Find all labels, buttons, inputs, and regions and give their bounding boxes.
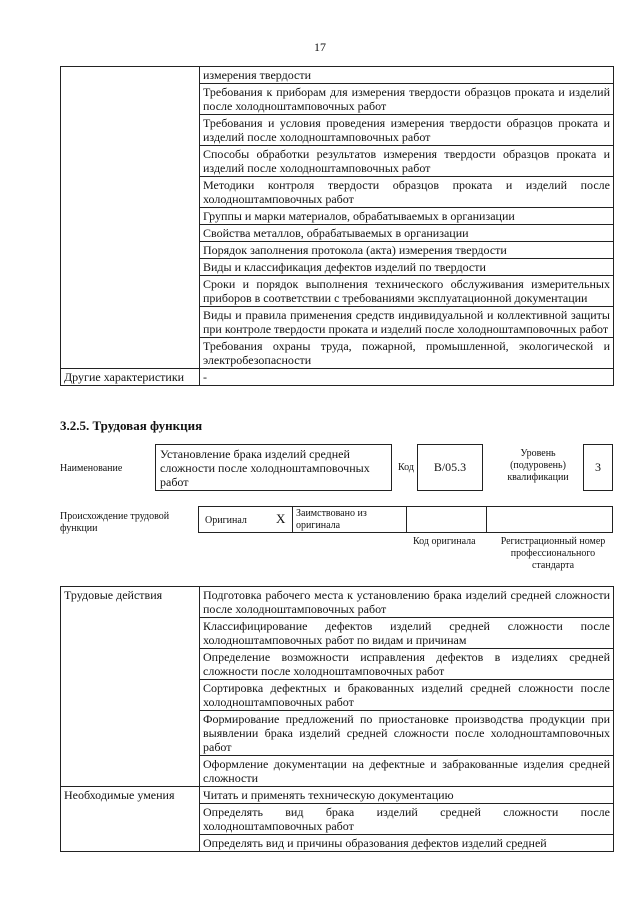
row-value: Порядок заполнения протокола (акта) измерения твердости [200,242,614,259]
row-value: - [200,369,614,386]
origin-divider [486,506,487,533]
origin-label: Происхождение трудовой функции [60,511,170,534]
row-value: Способы обработки результатов измерения твердости образцов проката и изделий после холодноштамповочных работ [200,146,614,177]
name-label: Наименование [60,463,123,474]
table-row [61,587,614,618]
table-row [61,787,614,804]
row-value: Требования охраны труда, пожарной, промышленной, экологической и электробезопасности [200,338,614,369]
row-value: Требования и условия проведения измерения твердости образцов проката и изделий после холодноштамповочных работ [200,115,614,146]
row-value: Виды и классификация дефектов изделий по твердости [200,259,614,276]
row-value: Свойства металлов, обрабатываемых в организации [200,225,614,242]
name-value-box [155,444,392,491]
row-value: Читать и применять техническую документацию [200,787,614,804]
level-label: Уровень (подуровень) квалификации [507,448,569,483]
row-value: Подготовка рабочего места к установлению брака изделий средней сложности после холодноштамповочных работ [200,587,614,618]
row-label: Необходимые умения [61,787,200,852]
table-row [61,67,614,84]
page-number: 17 [314,40,326,54]
code-label: Код [398,462,414,473]
section-title: 3.2.5. Трудовая функция [60,418,203,433]
row-value: Группы и марки материалов, обрабатываемых в организации [200,208,614,225]
row-value: Определять вид брака изделий средней сложности после холодноштамповочных работ [200,804,614,835]
level-value: 3 [595,460,601,474]
original-mark: X [276,511,286,526]
code-value-box [417,444,483,491]
table-row [61,369,614,386]
original-label: Оригинал [205,515,247,526]
row-value: Классифицирование дефектов изделий средней сложности после холодноштамповочных работ по видам и причинам [200,618,614,649]
name-value: Установление брака изделий средней сложности после холодноштамповочных работ [160,447,370,489]
row-value: Сроки и порядок выполнения технического обслуживания измерительных приборов в соответствии с требованиями эксплуатационной документации [200,276,614,307]
level-value-box [583,444,613,491]
row-value: Требования к приборам для измерения твердости образцов проката и изделий после холодноштамповочных работ [200,84,614,115]
row-label [61,67,200,369]
row-label: Другие характеристики [61,369,200,386]
row-value: Методики контроля твердости образцов проката и изделий после холодноштамповочных работ [200,177,614,208]
row-value: Сортировка дефектных и бракованных изделий средней сложности после холодноштамповочных работ [200,680,614,711]
row-value: Формирование предложений по приостановке производства продукции при выявлении брака изделий средней сложности после холодноштамповочных работ [200,711,614,756]
row-value: Определение возможности исправления дефектов в изделиях средней сложности после холодноштамповочных работ [200,649,614,680]
row-value: Определять вид и причины образования дефектов изделий средней [200,835,614,852]
borrowed-label: Заимствовано из оригинала [296,508,367,531]
row-value: Виды и правила применения средств индивидуальной и коллективной защиты при контроле твердости проката и изделий после холодноштамповочных работ [200,307,614,338]
code-original-label: Код оригинала [413,536,476,547]
row-label: Трудовые действия [61,587,200,787]
knowledge-table [60,66,614,386]
reg-number-label: Регистрационный номер профессионального стандарта [500,536,606,571]
row-value: Оформление документации на дефектные и забракованные изделия средней сложности [200,756,614,787]
code-value: B/05.3 [433,460,467,474]
row-value: измерения твердости [200,67,614,84]
actions-skills-table [60,586,614,852]
